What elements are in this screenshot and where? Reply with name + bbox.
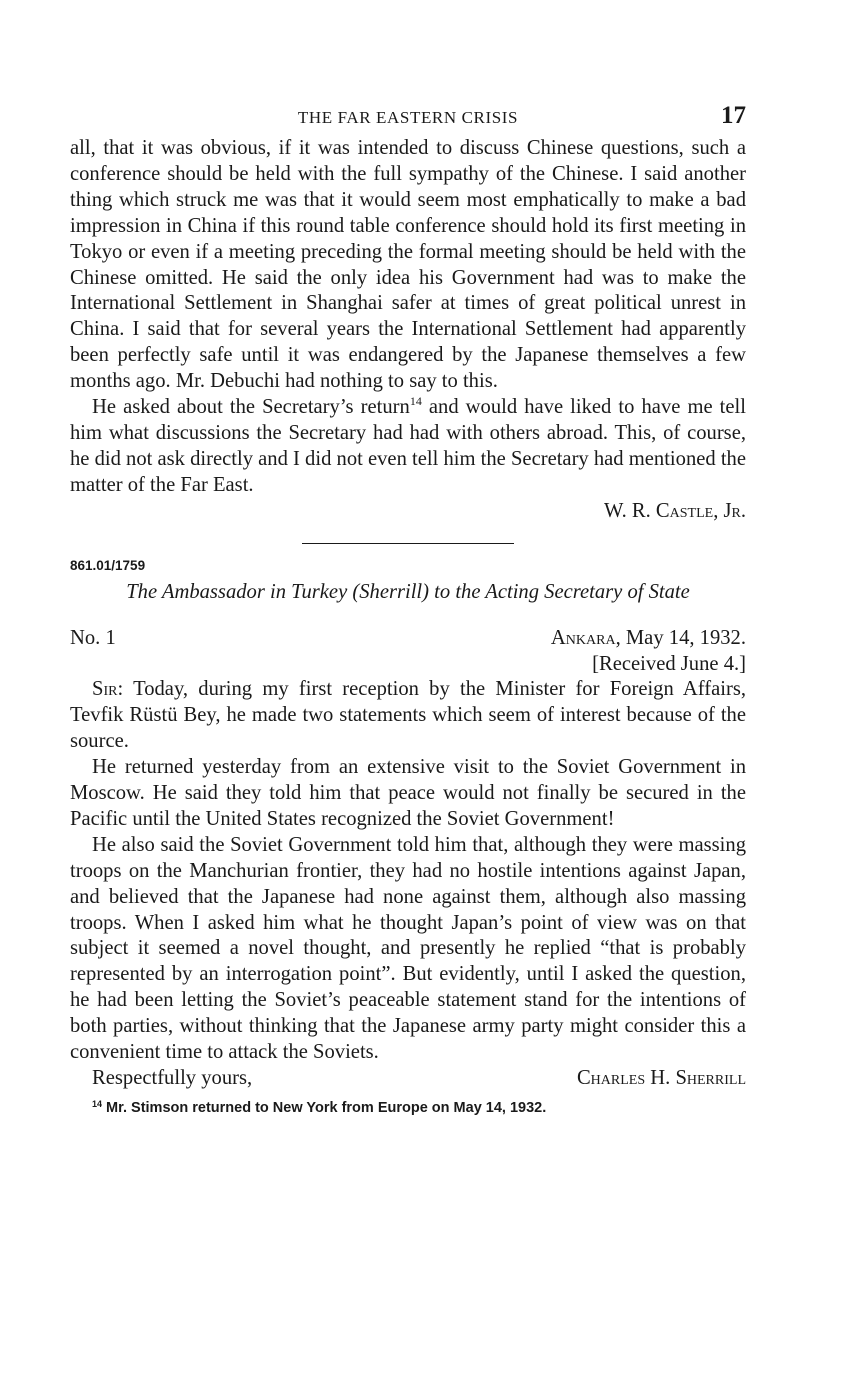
section-divider xyxy=(302,543,514,544)
letter-paragraph: He also said the Soviet Government told him that, although they were massing troops on the Manchurian frontier, they had no hostile intentions against Japan, and believed that the Japanese had none against them, although also massing troops. When I asked him what he thought Japan’s point of view was on that subject it seemed a novel thought, and presently he replied “that is probably represented by an interrogation point”. But evidently, until I asked the question, he had been letting the Soviet’s peaceable statement stand for the intentions of both parties, without thinking that the Japanese army party might consider this a convenient time to attack the Soviets. xyxy=(70,833,746,1064)
running-title: THE FAR EASTERN CRISIS xyxy=(297,108,519,127)
salutation: Sir xyxy=(92,678,118,701)
footnote-text: Mr. Stimson returned to New York from Europe on May 14, 1932. xyxy=(106,1099,547,1116)
letter-paragraph xyxy=(70,677,746,755)
closing-line xyxy=(70,1066,746,1092)
page-number: 17 xyxy=(721,102,746,129)
complimentary-close: Respectfully yours, xyxy=(92,1067,253,1089)
letter-body xyxy=(70,677,746,1066)
memo-text: and would have liked to have me tell him what discussions the Secretary had had with others abroad. This, of course, he did not ask directly and I did not even tell him the Secretary had mentioned the matter of the Far East. xyxy=(70,396,746,496)
footnote-marker: 14 xyxy=(92,1098,103,1109)
received-date: [Received June 4.] xyxy=(592,652,746,675)
place: Ankara xyxy=(550,626,616,649)
letter-paragraph: He returned yesterday from an extensive visit to the Soviet Government in Moscow. He said they told him that peace would not finally be secured in the Pacific until the United States recognized the Soviet Government! xyxy=(70,756,746,830)
page-header xyxy=(70,102,746,136)
memo-signature: W. R. Castle, Jr. xyxy=(604,499,746,522)
letter-signature: Charles H. Sherrill xyxy=(576,1067,746,1089)
document-number: No. 1 xyxy=(70,626,116,649)
footnote xyxy=(70,1098,746,1118)
memo-text: He asked about the Secretary’s return xyxy=(92,396,410,419)
memo-paragraph xyxy=(70,395,746,499)
letter-text: : Today, during my first reception by the Minister for Foreign Affairs, Tevfik Rüstü Bey, he made two statements which seem of interest because of the source. xyxy=(70,678,746,753)
memo-body xyxy=(70,136,746,499)
page xyxy=(70,102,746,1118)
dateline xyxy=(70,626,746,652)
document-title: The Ambassador in Turkey (Sherrill) to the Acting Secretary of State xyxy=(126,580,690,603)
place-date xyxy=(551,626,746,652)
memo-paragraph: all, that it was obvious, if it was intended to discuss Chinese questions, such a conference should be held with the full sympathy of the Chinese. I said another thing which struck me was that it would seem most emphatically to make a bad impression in China if this round table conference should hold its first meeting in Tokyo or even if a meeting preceding the formal meeting should be held with the Chinese omitted. He said the only idea his Government had was to make the International Settlement in Shanghai safer at times of great political unrest in China. I said that for several years the International Settlement had apparently been perfectly safe until it was endangered by the Japanese themselves a few months ago. Mr. Debuchi had nothing to say to this. xyxy=(70,137,746,393)
footnote-reference: 14 xyxy=(409,394,422,409)
date: , May 14, 1932. xyxy=(615,626,746,649)
file-number: 861.01/1759 xyxy=(70,557,146,573)
